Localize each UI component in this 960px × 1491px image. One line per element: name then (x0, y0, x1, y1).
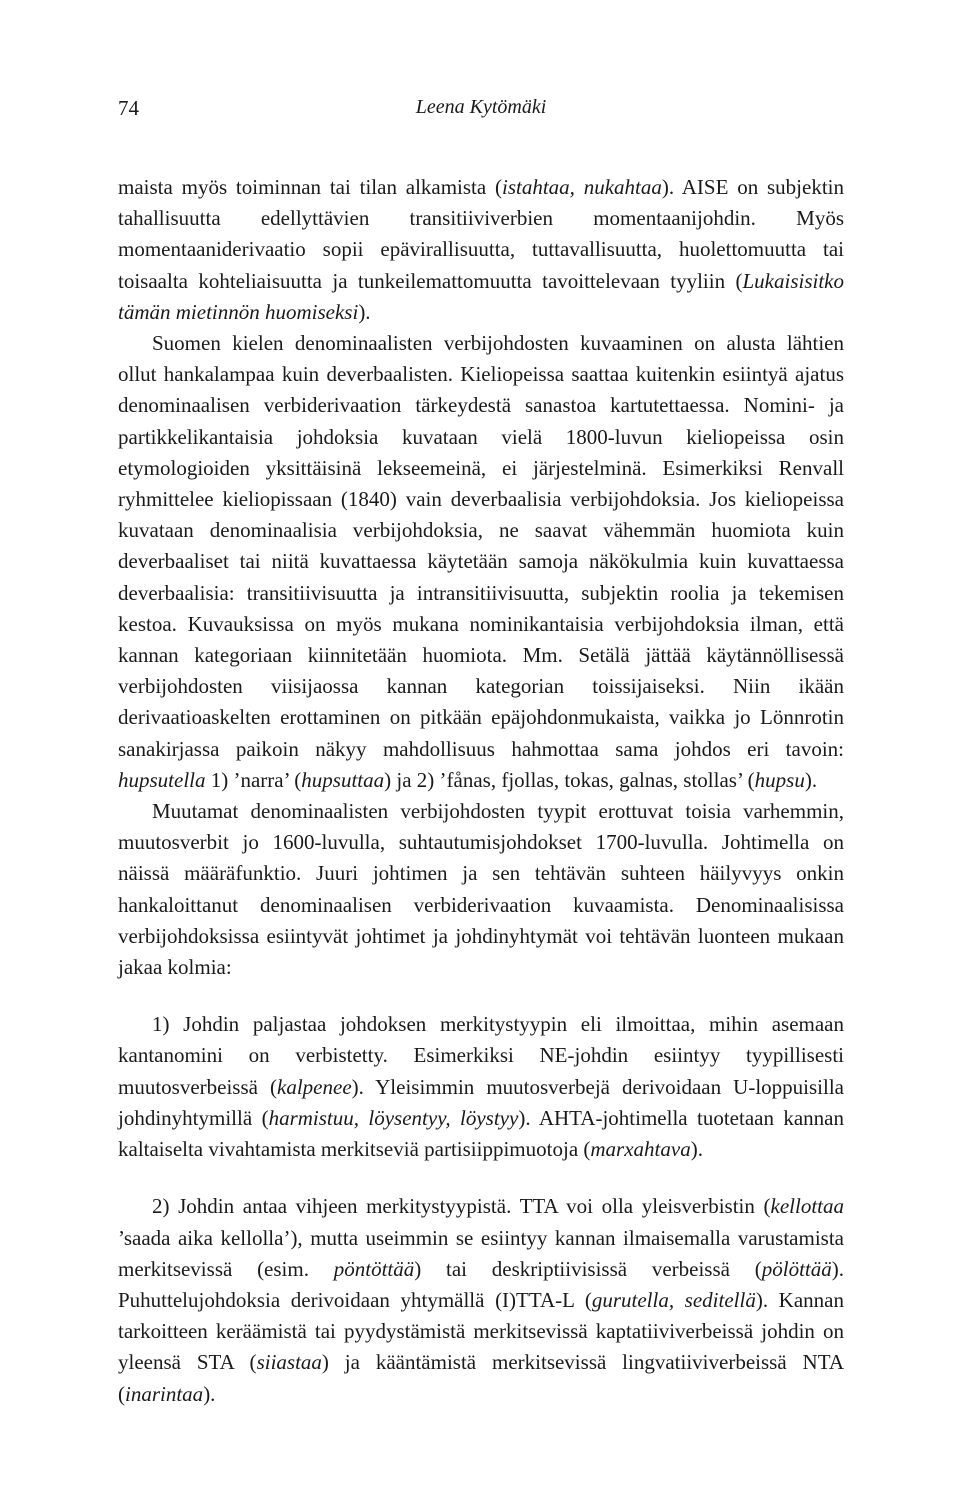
italic-example: pölöttää (761, 1256, 832, 1281)
text-run: ). Kannan tarkoitteen keräämistä tai pyydystämistä merkitsevissä kaptatiiviverbeissä johdin on yleensä STA ( (118, 1287, 844, 1375)
text-run: 1) ’narra’ ( (205, 767, 302, 792)
list-paragraph (118, 1191, 844, 1409)
italic-example: hupsutella (118, 767, 206, 792)
italic-example: marxahtava (590, 1137, 691, 1162)
paragraph (118, 328, 844, 796)
italic-example: harmistuu, löysentyy, löystyy (268, 1105, 519, 1130)
page-number: 74 (118, 96, 139, 120)
text-run: ). AHTA-johtimella tuotetaan kannan kaltaiselta vivahtamista merkitseviä partisiippimuotoja ( (118, 1105, 845, 1162)
list-paragraph (118, 1009, 844, 1165)
italic-example: kalpenee (277, 1074, 352, 1099)
italic-example: pöntöttää (333, 1256, 415, 1281)
body-text (118, 172, 844, 1410)
text-run: ). (804, 767, 818, 792)
italic-example: Lukaisisitko tämän mietinnön huomiseksi (118, 268, 844, 324)
text-run: ). Yleisimmin muutosverbejä derivoidaan U-loppuisilla johdinyhtymillä ( (118, 1074, 844, 1130)
text-run: 2) Johdin antaa vihjeen merkitystyypistä. TTA voi olla yleisverbistin ( (152, 1194, 771, 1219)
italic-example: hupsuttaa (301, 767, 385, 792)
text-run: Suomen kielen denominaalisten verbijohdosten kuvaaminen on alusta lähtien ollut hankalampaa kuin deverbaalisten. Kieliopeissa saattaa kuitenkin esiintyä ajatus denominaalisen verbiderivaation tärkeydestä sanastoa kartutettaessa. Nomini- ja partikkelikantaisia johdoksia kuvataan vielä 1800-luvun kieliopeissa osin etymologioiden yksittäisinä lekseemeinä, ei järjestelminä. Esimerkiksi Renvall ryhmittelee kieliopissaan (1840) vain deverbaalisia verbijohdoksia. Jos kieliopeissa kuvataan denominaalisia verbijohdoksia, ne saavat vähemmän huomiota kuin deverbaaliset tai niitä kuvattaessa käytetään samoja näkökulmia kuin kuvattaessa deverbaalisia: transitiivisuutta ja intransitiivisuutta, subjektin roolia ja tekemisen kestoa. Kuvauksissa on myös mukana nominikantaisia verbijohdoksia ilman, että kannan kategoriaan kiinnitetään huomiota. Mm. Setälä jättää käytännöllisessä verbijohdosten viisijaossa kannan kategorian toissijaiseksi. Niin ikään derivaatioaskelten erottaminen on pitkään epäjohdonmukaista, vaikka jo Lönnrotin sanakirjassa paikoin näkyy mahdollisuus hahmottaa sama johdos eri tavoin: (118, 331, 844, 761)
text-run: ) ja 2) ’fånas, fjollas, tokas, galnas, stollas’ ( (384, 767, 755, 792)
text-run: ). AISE on subjektin tahallisuutta edellyttävien transitiiviverbien momentaanijohdin. Myös momentaaniderivaatio sopii epävirallisuutta, tuttavallisuutta, huolettomuutta tai toisaalta kohteliaisuutta ja tunkeilemattomuutta tavoittelevaan tyyliin ( (118, 175, 844, 293)
text-run: ). (358, 299, 371, 324)
text-run: ’saada aika kellolla’), mutta useimmin se esiintyy kannan ilmaisemalla varustamista merkitsevissä (esim. (118, 1225, 844, 1281)
running-head: Leena Kytömäki (415, 96, 547, 118)
italic-example: gurutella, seditellä (591, 1287, 756, 1312)
paragraph (118, 172, 844, 328)
text-run: ) tai deskriptiivisissä verbeissä ( (414, 1256, 762, 1281)
page-header (118, 96, 844, 130)
text-run: ) ja kääntämistä merkitsevissä lingvatiiviverbeissä NTA ( (118, 1350, 844, 1406)
text-run: ). (203, 1381, 216, 1406)
text-run: Muutamat denominaalisten verbijohdosten tyypit erottuvat toisia varhemmin, muutosverbit jo 1600-luvulla, suhtautumisjohdokset 1700-luvulla. Johtimella on näissä määräfunktio. Juuri johtimen ja sen tehtävän suhteen häilyvyys onkin hankaloittanut denominaalisen verbiderivaation kuvaamista. Denominaalisissa verbijohdoksissa esiintyvät johtimet ja johdinyhtymät voi tehtävän luonteen mukaan jakaa kolmia: (118, 799, 844, 980)
text-run: ). Puhuttelujohdoksia derivoidaan yhtymällä (I)TTA-L ( (118, 1256, 844, 1312)
paragraph (118, 796, 844, 983)
italic-example: kellottaa (770, 1194, 844, 1219)
text-run: 1) Johdin paljastaa johdoksen merkitystyypin eli ilmoittaa, mihin asemaan kantanomini on verbistetty. Esimerkiksi NE-johdin esiintyy tyypillisesti muutosverbeissä ( (118, 1012, 844, 1099)
italic-example: istahtaa, nukahtaa (502, 175, 662, 199)
text-run: maista myös toiminnan tai tilan alkamista ( (118, 175, 502, 199)
italic-example: siiastaa (256, 1350, 322, 1375)
text-run: ). (690, 1137, 703, 1162)
italic-example: hupsu (754, 767, 805, 792)
italic-example: inarintaa (125, 1381, 204, 1406)
